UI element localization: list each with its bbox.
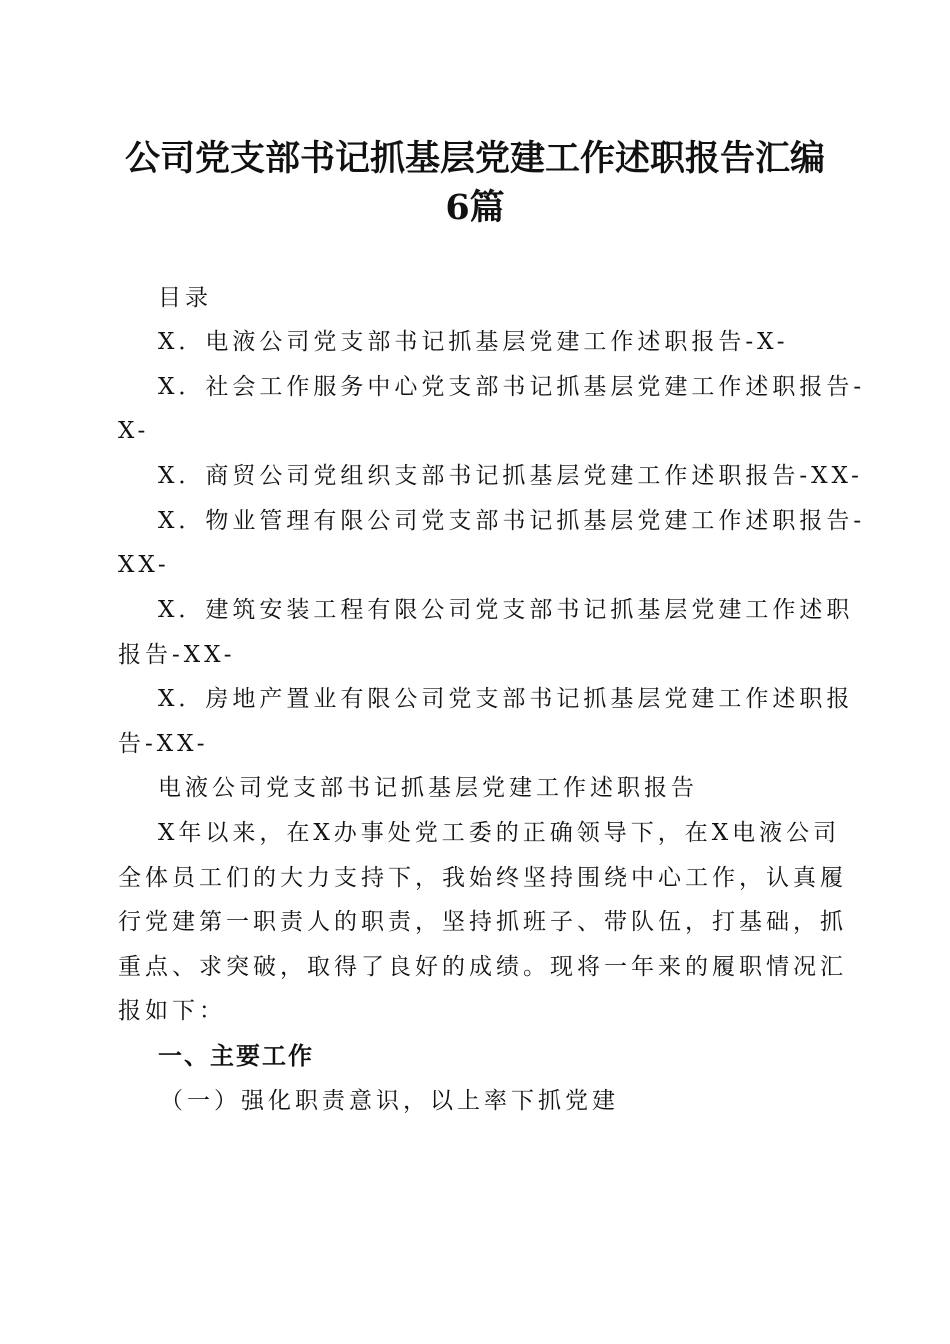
intro-paragraph-line-5: 报如下： [118,998,226,1024]
intro-paragraph-line-2: 全体员工们的大力支持下，我始终坚持围绕中心工作，认真履 [118,865,847,891]
document-title-line-2: 6篇 [445,187,505,228]
toc-item-6-cont: 告-XX- [118,731,209,757]
heading-main-work: 一、主要工作 [158,1042,314,1070]
toc-item-5: X．建筑安装工程有限公司党支部书记抓基层党建工作述职 [158,597,854,623]
toc-item-6: X．房地产置业有限公司党支部书记抓基层党建工作述职报 [158,686,854,712]
toc-label: 目录 [158,285,212,311]
subheading-1: （一）强化职责意识，以上率下抓党建 [160,1088,619,1114]
document-title-line-1: 公司党支部书记抓基层党建工作述职报告汇编 [124,138,825,179]
intro-paragraph-line-4: 重点、求突破，取得了良好的成绩。现将一年来的履职情况汇 [118,954,847,980]
toc-item-5-cont: 报告-XX- [118,642,236,668]
toc-item-2-cont: X- [118,418,150,444]
intro-paragraph-line-1: X年以来，在X办事处党工委的正确领导下，在X电液公司 [158,820,841,846]
toc-item-2: X．社会工作服务中心党支部书记抓基层党建工作述职报告- [158,374,866,400]
toc-item-4-cont: XX- [118,552,170,578]
toc-item-1: X．电液公司党支部书记抓基层党建工作述职报告-X- [158,329,789,355]
section-title: 电液公司党支部书记抓基层党建工作述职报告 [158,775,698,801]
toc-item-3: X．商贸公司党组织支部书记抓基层党建工作述职报告-XX- [158,463,863,489]
toc-item-4: X．物业管理有限公司党支部书记抓基层党建工作述职报告- [158,508,866,534]
intro-paragraph-line-3: 行党建第一职责人的职责，坚持抓班子、带队伍，打基础，抓 [118,909,847,935]
